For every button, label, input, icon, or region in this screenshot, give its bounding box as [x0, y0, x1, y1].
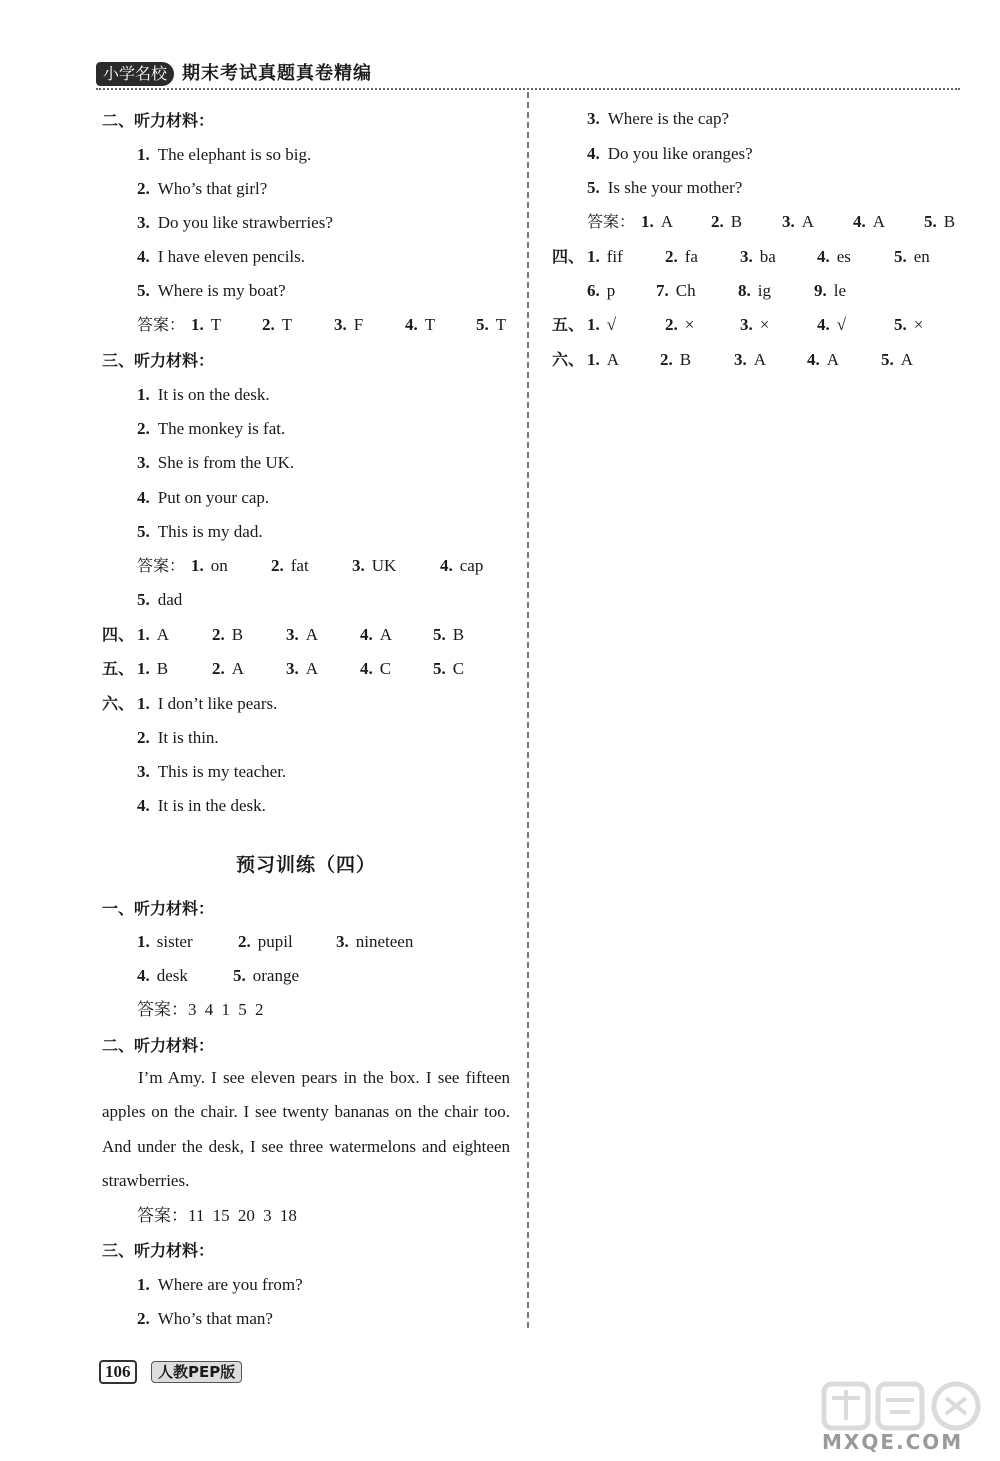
book-title: 期末考试真题真卷精编 [182, 63, 372, 84]
list-item: 4. Do you like oranges? [587, 144, 753, 163]
word-item: 4. desk [137, 966, 188, 985]
list-item: 2. It is thin. [137, 728, 219, 747]
list-item: 3. Where is the cap? [587, 109, 730, 128]
list-item: 1. It is on the desk. [137, 385, 270, 404]
section-heading: 三、听力材料： [102, 351, 215, 370]
answer-item: 2. × [665, 315, 695, 334]
section-heading: 二、听力材料： [102, 111, 215, 130]
answer-item: 5. T [476, 315, 507, 334]
series-badge: 小学名校 [96, 62, 174, 86]
preview-section-title: 预习训练（四） [236, 854, 377, 876]
answer-item: 1. B [137, 659, 169, 678]
answer-item: 1. √ [587, 315, 617, 334]
page-number: 106 [99, 1360, 137, 1384]
answer-item: 5. A [881, 350, 914, 369]
answer-item: 4. C [360, 659, 392, 678]
answer-item: 2. fa [665, 247, 698, 266]
section-heading: 三、听力材料： [102, 1241, 215, 1260]
list-item: 5. This is my dad. [137, 522, 263, 541]
section-label: 五、 [552, 315, 585, 334]
answer-item: 4. cap [440, 556, 484, 575]
answer-item: 5. en [894, 247, 930, 266]
word-item: 1. sister [137, 932, 193, 951]
watermark-text: MXQE.COM [822, 1430, 964, 1454]
list-item: 4. It is in the desk. [137, 796, 266, 815]
answer-item: 5. B [433, 625, 465, 644]
answer-item: 1. A [641, 212, 674, 231]
answer-item: 8. ig [738, 281, 771, 300]
answer-item: 5. × [894, 315, 924, 334]
answer-item: 2. B [711, 212, 743, 231]
answer-item: 1. fif [587, 247, 623, 266]
section-heading: 二、听力材料： [102, 1036, 215, 1055]
list-item: 2. The monkey is fat. [137, 419, 286, 438]
list-item: 4. Put on your cap. [137, 488, 270, 507]
answer-item: 3. A [782, 212, 815, 231]
answer-line: 答案：11 15 20 3 18 [137, 1206, 297, 1225]
answer-item: 3. A [734, 350, 767, 369]
header-divider [96, 88, 960, 90]
list-item: 3. Do you like strawberries? [137, 213, 333, 232]
section-label: 六、 [102, 694, 135, 713]
section-label: 六、 [552, 350, 585, 369]
word-item: 3. nineteen [336, 932, 414, 951]
answer-item: 4. A [807, 350, 840, 369]
edition-badge: 人教PEP版 [151, 1361, 242, 1383]
answer-item: 4. A [360, 625, 393, 644]
answer-item: 1. A [137, 625, 170, 644]
answer-item: 4. A [853, 212, 886, 231]
answer-item: 3. ba [740, 247, 776, 266]
answer-item: 5. dad [137, 590, 183, 609]
answer-item: 3. F [334, 315, 364, 334]
page-header [96, 62, 960, 88]
answer-item: 3. × [740, 315, 770, 334]
list-item: 3. She is from the UK. [137, 453, 295, 472]
column-divider [527, 92, 529, 1328]
section-label: 四、 [552, 247, 585, 266]
word-item: 2. pupil [238, 932, 293, 951]
list-item: 3. This is my teacher. [137, 762, 287, 781]
answer-item: 1. on [191, 556, 228, 575]
list-item: 2. Who’s that girl? [137, 179, 268, 198]
answer-item: 4. es [817, 247, 851, 266]
answer-item: 2. B [660, 350, 692, 369]
list-item: 5. Is she your mother? [587, 178, 743, 197]
section-heading: 一、听力材料： [102, 899, 215, 918]
word-item: 5. orange [233, 966, 300, 985]
list-item: 1. The elephant is so big. [137, 145, 312, 164]
list-item: 4. I have eleven pencils. [137, 247, 306, 266]
answer-item: 3. A [286, 625, 319, 644]
answer-item: 9. le [814, 281, 847, 300]
answer-label: 答案： [137, 556, 186, 575]
answer-item: 7. Ch [656, 281, 696, 300]
answer-line: 答案：3 4 1 5 2 [137, 1000, 264, 1019]
answer-item: 1. A [587, 350, 620, 369]
answer-item: 2. B [212, 625, 244, 644]
answer-label: 答案： [137, 315, 186, 334]
answer-item: 3. A [286, 659, 319, 678]
answer-label: 答案： [587, 212, 636, 231]
list-item: 2. Who’s that man? [137, 1309, 273, 1328]
answer-item: 2. A [212, 659, 245, 678]
answer-item: 2. T [262, 315, 293, 334]
answer-item: 1. T [191, 315, 222, 334]
answer-item: 5. B [924, 212, 956, 231]
list-item: 1. Where are you from? [137, 1275, 303, 1294]
answer-item: 6. p [587, 281, 616, 300]
section-label: 五、 [102, 659, 135, 678]
answer-item: 5. C [433, 659, 465, 678]
answer-item: 4. T [405, 315, 436, 334]
list-item: 5. Where is my boat? [137, 281, 286, 300]
answer-item: 2. fat [271, 556, 309, 575]
listening-passage: I’m Amy. I see eleven pears in the box. I see fifteen apples on the chair. I see twenty bananas on the chair too. And under the desk, I see three watermelons and eighteen strawberries. [102, 1068, 510, 1191]
section-label: 四、 [102, 625, 135, 644]
answer-item: 4. √ [817, 315, 847, 334]
answer-item: 3. UK [352, 556, 397, 575]
list-item: 1. I don’t like pears. [137, 694, 278, 713]
